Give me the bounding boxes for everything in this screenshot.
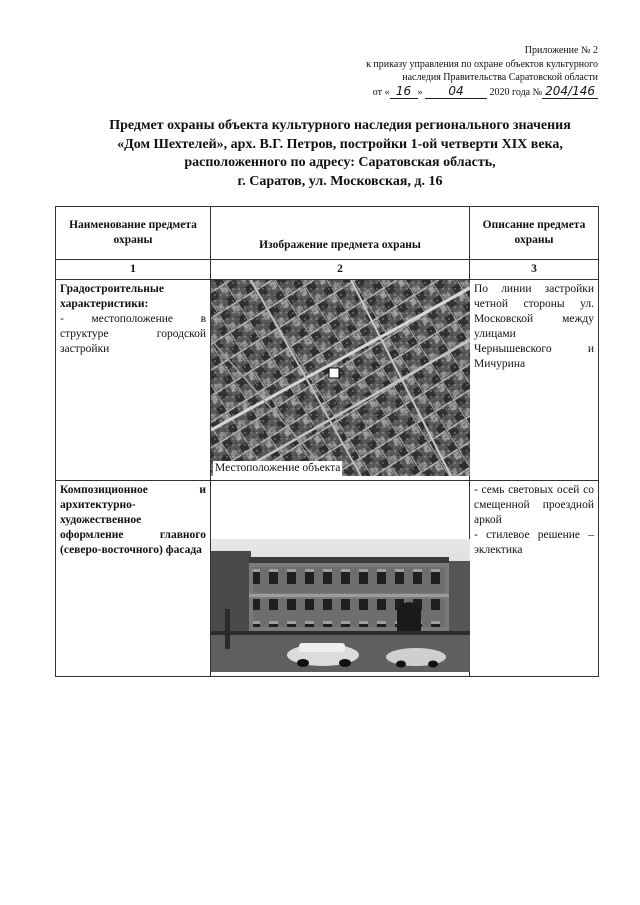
facade-photo-svg (211, 539, 470, 672)
facade-photo (211, 481, 469, 672)
date-year: 2020 года № (489, 86, 543, 98)
header-name: Наименование предмета охраны (56, 207, 211, 260)
table-number-row (56, 260, 599, 280)
order-number: 204/146 (542, 85, 598, 100)
date-day: 16 (390, 85, 418, 100)
header-description: Описание предмета охраны (470, 207, 599, 260)
annex-date-line (366, 85, 598, 100)
aerial-map-image (211, 280, 469, 476)
row2-name-cell (56, 481, 211, 677)
annex-authority-line: наследия Правительства Саратовской области (402, 72, 598, 83)
row1-image-cell (211, 280, 470, 481)
annex-title: Приложение № 2 (524, 45, 598, 56)
table-header-row (56, 207, 599, 260)
row2-description-cell: - семь световых осей со смещенной проездной аркой - стилевое решение – эклектика (470, 481, 599, 677)
table-row (56, 280, 599, 481)
column-number-1: 1 (56, 260, 211, 280)
map-caption: Местоположение объекта (215, 462, 341, 474)
aerial-map-svg (211, 280, 470, 476)
title-line-4: г. Саратов, ул. Московская, д. 16 (237, 173, 443, 189)
date-month: 04 (425, 85, 487, 100)
row1-name-cell (56, 280, 211, 481)
table-row (56, 481, 599, 677)
document-title (60, 117, 620, 191)
protection-table (55, 206, 599, 677)
date-prefix: от « (372, 86, 390, 98)
row2-name-bold: Композиционное и архитектурно-художественное оформление главного (северо-восточного) фасада (60, 484, 206, 556)
header-image: Изображение предмета охраны (211, 207, 470, 260)
row1-name-text: - местоположение в структуре городской застройки (60, 313, 206, 355)
column-number-2: 2 (211, 260, 470, 280)
annex-order-line: к приказу управления по охране объектов культурного (366, 58, 598, 70)
title-line-1: Предмет охраны объекта культурного наследия регионального значения (109, 118, 571, 133)
annex-block (366, 44, 598, 99)
date-mid: » (417, 86, 423, 98)
title-line-2: «Дом Шехтелей», арх. В.Г. Петров, постройки 1-ой четверти XIX века, (117, 136, 563, 152)
row1-description-cell: По линии застройки четной стороны ул. Московской между улицами Чернышевского и Мичурина (470, 280, 599, 481)
row2-image-cell (211, 481, 470, 677)
title-line-3: расположенного по адресу: Саратовская область, (184, 155, 496, 170)
row1-name-bold: Градостроительные характеристики: (60, 283, 164, 310)
column-number-3: 3 (470, 260, 599, 280)
